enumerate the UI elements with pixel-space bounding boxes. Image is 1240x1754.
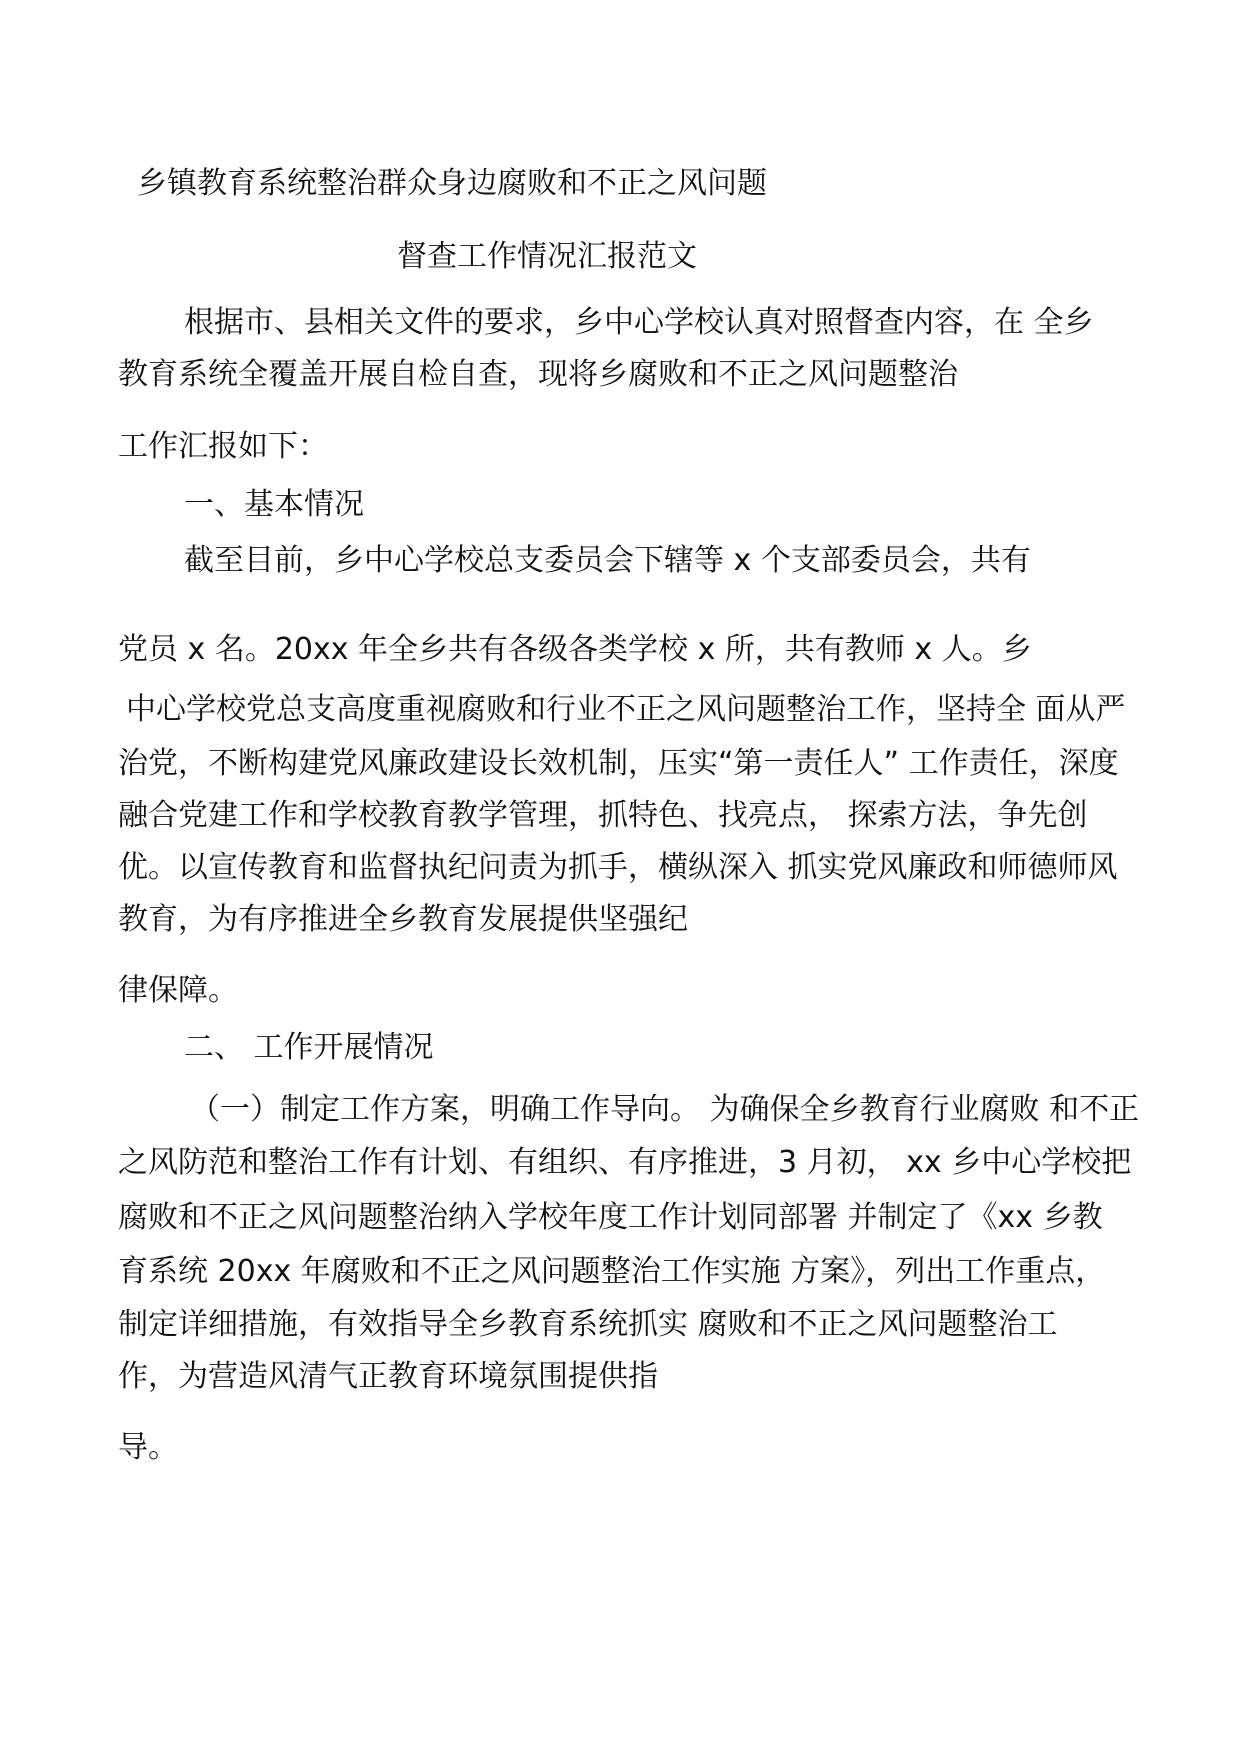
body-line: 中心学校党总支高度重视腐败和行业不正之风问题整治工作，坚持全 面从严: [126, 692, 1126, 727]
section-heading-basic: 一、基本情况: [184, 487, 364, 522]
body-line: 工作汇报如下：: [118, 429, 328, 464]
section-heading-progress: 二、 工作开展情况: [184, 1030, 434, 1065]
body-line: 教育系统全覆盖开展自检自查，现将乡腐败和不正之风问题整治: [118, 357, 958, 392]
body-line: 教育，为有序推进全乡教育发展提供坚强纪: [118, 902, 688, 937]
document-title-line-1: 乡镇教育系统整治群众身边腐败和不正之风问题: [137, 166, 767, 201]
body-line: 律保障。: [118, 973, 238, 1008]
body-line: 优。以宣传教育和监督执纪问责为抓手，横纵深入 抓实党风廉政和师德师风: [118, 850, 1118, 885]
body-line: 育系统 20xx 年腐败和不正之风问题整治工作实施 方案》，列出工作重点，: [118, 1254, 1106, 1289]
body-line: 制定详细措施，有效指导全乡教育系统抓实 腐败和不正之风问题整治工: [118, 1307, 1058, 1342]
body-line: 之风防范和整治工作有计划、有组织、有序推进，3 月初， xx 乡中心学校把: [118, 1145, 1132, 1180]
subsection-line: （一）制定工作方案，明确工作导向。 为确保全乡教育行业腐败 和不正: [190, 1092, 1140, 1127]
body-line: 截至目前，乡中心学校总支委员会下辖等 x 个支部委员会，共有: [184, 543, 1031, 578]
body-line: 根据市、县相关文件的要求，乡中心学校认真对照督查内容，在 全乡: [184, 305, 1094, 340]
document-title-line-2: 督查工作情况汇报范文: [397, 239, 697, 274]
body-line: 治党，不断构建党风廉政建设长效机制，压实“第一责任人” 工作责任，深度: [118, 746, 1119, 781]
body-line: 腐败和不正之风问题整治纳入学校年度工作计划同部署 并制定了《xx 乡教: [118, 1200, 1103, 1235]
body-line: 融合党建工作和学校教育教学管理，抓特色、找亮点， 探索方法，争先创: [118, 798, 1088, 833]
body-line: 导。: [118, 1430, 178, 1465]
body-line: 作，为营造风清气正教育环境氛围提供指: [118, 1359, 658, 1394]
body-line: 党员 x 名。20xx 年全乡共有各级各类学校 x 所，共有教师 x 人。乡: [118, 632, 1032, 667]
